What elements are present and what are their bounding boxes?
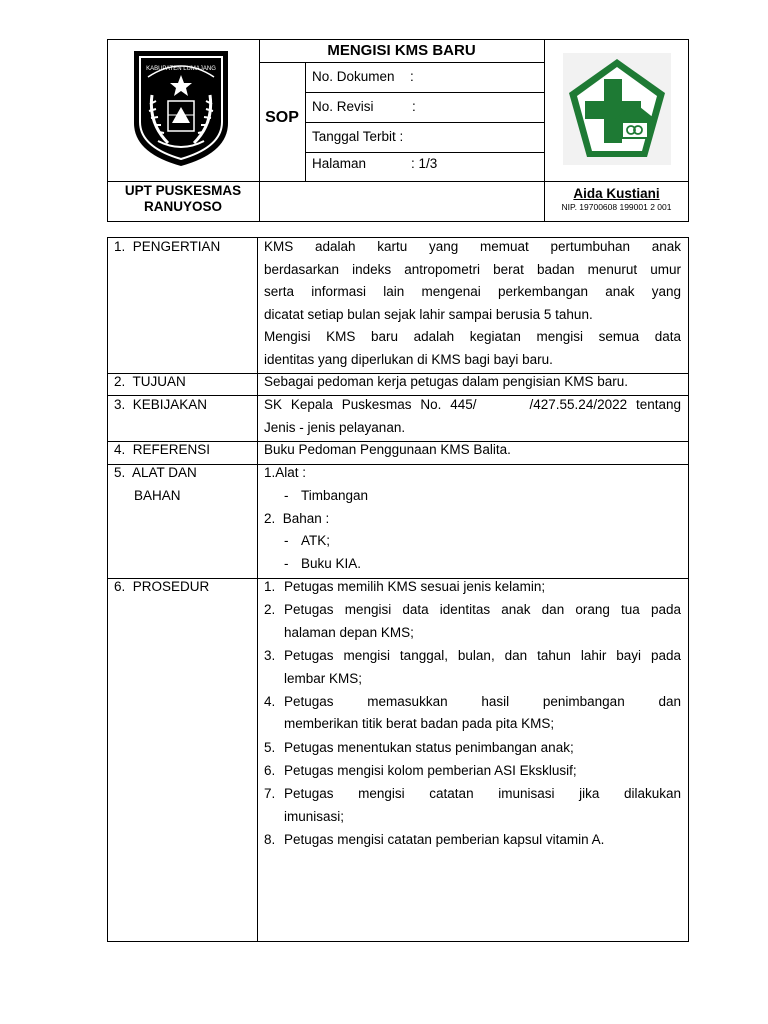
- prosedur-step: [284, 576, 681, 599]
- prosedur-step-line: Petugas memasukkan hasil penimbangan dan: [284, 693, 681, 709]
- emblem-text: KABUPATEN LUMAJANG: [146, 66, 216, 72]
- prosedur-step-line: Petugas menentukan status penimbangan anak;: [284, 739, 574, 755]
- field-label-tanggal-terbit: Tanggal Terbit :: [312, 129, 404, 144]
- prosedur-step-number: 1.: [264, 579, 276, 594]
- prosedur-step: [284, 599, 681, 644]
- list-dash: -: [284, 533, 289, 548]
- prosedur-step-line: Petugas memilih KMS sesuai jenis kelamin;: [284, 579, 546, 594]
- pengertian-text: [264, 236, 681, 371]
- kebijakan-line: Jenis - jenis pelayanan.: [264, 419, 406, 435]
- sop-label: SOP: [265, 109, 299, 126]
- pengertian-line: Mengisi KMS baru adalah kegiatan mengisi semua data: [264, 329, 681, 344]
- org-name-line1: UPT PUSKESMAS: [124, 183, 242, 198]
- label-tujuan: 2. TUJUAN: [114, 374, 186, 389]
- prosedur-step: [284, 760, 681, 783]
- regency-emblem-logo: [128, 45, 234, 170]
- referensi-text: Buku Pedoman Penggunaan KMS Balita.: [264, 442, 511, 457]
- kebijakan-text: [264, 394, 681, 439]
- kebijakan-line: SK Kepala Puskesmas No. 445/ /427.55.24/2022 tentang: [264, 397, 681, 412]
- prosedur-step: [284, 691, 681, 736]
- org-name-line2: RANUYOSO: [143, 199, 222, 214]
- prosedur-step-number: 4.: [264, 693, 276, 709]
- label-alat-bahan-2: BAHAN: [134, 488, 181, 503]
- list-dash: -: [284, 488, 289, 503]
- signer-nip: NIP. 19700608 199001 2 001: [561, 202, 672, 212]
- prosedur-step-number: 3.: [264, 648, 276, 664]
- prosedur-step-line: lembar KMS;: [284, 670, 363, 686]
- prosedur-step-line: memberikan titik berat badan pada pita KMS;: [284, 716, 555, 732]
- prosedur-step-number: 6.: [264, 763, 276, 778]
- label-prosedur: 6. PROSEDUR: [114, 579, 210, 594]
- pengertian-line: berdasarkan indeks antropometri berat badan menurut umur: [264, 261, 681, 277]
- list-dash: -: [284, 556, 289, 571]
- prosedur-step-number: 8.: [264, 832, 276, 848]
- prosedur-step-line: Petugas mengisi catatan imunisasi jika dilakukan: [284, 786, 681, 802]
- pengertian-line: KMS adalah kartu yang memuat pertumbuhan anak: [264, 239, 681, 254]
- prosedur-step: [284, 829, 681, 852]
- pengertian-line: dicatat setiap bulan sejak lahir sampai berusia 5 tahun.: [264, 306, 593, 322]
- pengertian-line: identitas yang diperlukan di KMS bagi bayi baru.: [264, 351, 553, 367]
- field-value-no-dokumen: :: [410, 69, 414, 84]
- prosedur-step: [284, 783, 681, 828]
- bahan-heading: 2. Bahan :: [264, 511, 330, 526]
- prosedur-step-line: Petugas mengisi tanggal, bulan, dan tahun lahir bayi pada: [284, 648, 681, 664]
- field-label-halaman: Halaman: [312, 156, 367, 171]
- document-title: MENGISI KMS BARU: [327, 42, 476, 59]
- puskesmas-logo: [563, 53, 671, 165]
- prosedur-step-line: Petugas mengisi catatan pemberian kapsul vitamin A.: [284, 832, 605, 848]
- label-referensi: 4. REFERENSI: [114, 442, 211, 457]
- alat-heading: 1.Alat :: [264, 465, 307, 480]
- prosedur-step: [284, 645, 681, 690]
- prosedur-step: [284, 737, 681, 760]
- tujuan-text: Sebagai pedoman kerja petugas dalam pengisian KMS baru.: [264, 374, 628, 389]
- alat-item: Timbangan: [301, 488, 369, 503]
- prosedur-step-line: Petugas mengisi data identitas anak dan orang tua pada: [284, 602, 681, 618]
- label-alat-bahan: 5. ALAT DAN: [114, 465, 197, 480]
- label-pengertian: 1. PENGERTIAN: [114, 239, 221, 254]
- bahan-item: Buku KIA.: [301, 556, 362, 571]
- prosedur-step-number: 5.: [264, 739, 276, 755]
- prosedur-step-line: imunisasi;: [284, 808, 345, 824]
- prosedur-step-line: halaman depan KMS;: [284, 624, 414, 640]
- bahan-item: ATK;: [301, 533, 331, 548]
- label-kebijakan: 3. KEBIJAKAN: [114, 397, 208, 412]
- pengertian-line: serta informasi lain mengenai perkembangan anak yang: [264, 284, 681, 299]
- prosedur-step-number: 7.: [264, 786, 276, 802]
- prosedur-step-number: 2.: [264, 602, 276, 618]
- field-value-halaman: : 1/3: [411, 156, 438, 171]
- field-value-no-revisi: :: [412, 99, 416, 114]
- field-label-no-revisi: No. Revisi: [312, 99, 374, 114]
- field-label-no-dokumen: No. Dokumen: [312, 69, 395, 84]
- prosedur-step-line: Petugas mengisi kolom pemberian ASI Eksklusif;: [284, 763, 577, 778]
- signer-name: Aida Kustiani: [573, 186, 660, 201]
